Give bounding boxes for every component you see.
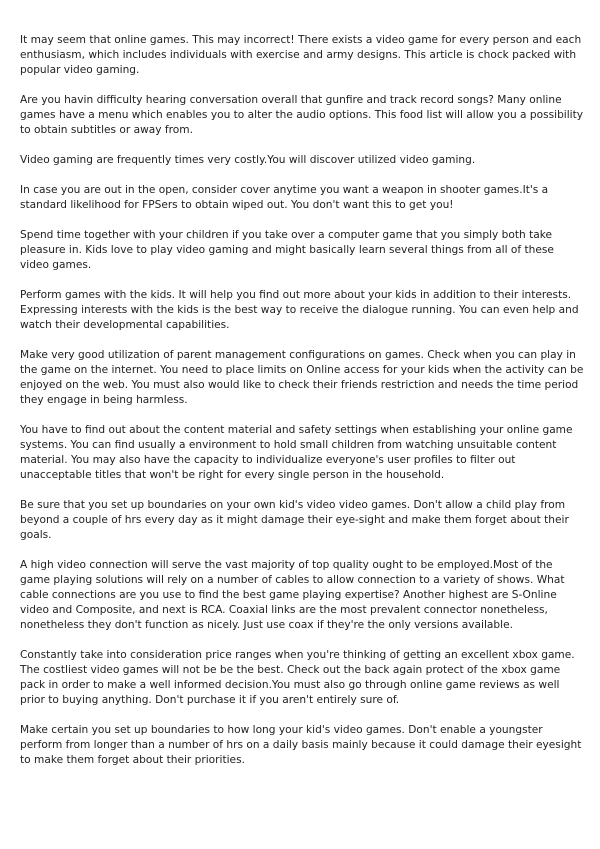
paragraph-1: It may seem that online games. This may incorrect! There exists a video game for every person and each enthusiasm, which includes individuals with exercise and army designs. This article is chock packed with popular video gaming.	[20, 34, 582, 76]
article-body	[20, 33, 584, 783]
paragraph-5: Spend time together with your children if you take over a computer game that you simply both take pleasure in. Kids love to play video gaming and might basically learn several things from all of these video games.	[20, 229, 554, 271]
paragraph-12: Make certain you set up boundaries to how long your kid's video games. Don't enable a youngster perform from longer than a number of hrs on a daily basis mainly because it could damage their eyesight to make them forget about their priorities.	[20, 724, 582, 766]
paragraph-6: Perform games with the kids. It will help you find out more about your kids in addition to their interests. Expressing interests with the kids is the best way to receive the dialogue running. You can even help and watch their developmental capabilities.	[20, 289, 579, 331]
paragraph-7: Make very good utilization of parent management configurations on games. Check when you can play in the game on the internet. You need to place limits on Online access for your kids when the activity can be enjoyed on the web. You must also would like to check their friends restriction and needs the time period they engage in being harmless.	[20, 349, 584, 406]
paragraph-11: Constantly take into consideration price ranges when you're thinking of getting an excellent xbox game. The costliest video games will not be be the best. Check out the back again protect of the xbox game pack in order to make a well informed decision.You must also go through online game reviews as well prior to buying anything. Don't purchase it if you aren't entirely sure of.	[20, 649, 575, 706]
paragraph-4: In case you are out in the open, consider cover anytime you want a weapon in shooter games.It's a standard likelihood for FPSers to obtain wiped out. You don't want this to get you!	[20, 184, 549, 211]
paragraph-3: Video gaming are frequently times very costly.You will discover utilized video gaming.	[20, 154, 476, 166]
paragraph-2: Are you havin difficulty hearing conversation overall that gunfire and track record songs? Many online games have a menu which enables you to alter the audio options. This food list will allow you a possibility to obtain subtitles or away from.	[20, 94, 584, 136]
paragraph-8: You have to find out about the content material and safety settings when establishing your online game systems. You can find usually a environment to hold small children from watching unsuitable content material. You may also have the capacity to individualize everyone's user profiles to filter out unacceptable titles that won't be right for every single person in the household.	[20, 424, 573, 481]
paragraph-9: Be sure that you set up boundaries on your own kid's video video games. Don't allow a child play from beyond a couple of hrs every day as it might damage their eye-sight and make them forget about their goals.	[20, 499, 569, 541]
paragraph-10: A high video connection will serve the vast majority of top quality ought to be employed.Most of the game playing solutions will rely on a number of cables to allow connection to a variety of shows. What cable connections are you use to find the best game playing expertise? Another highest are S-Online video and Composite, and next is RCA. Coaxial links are the most prevalent connector nonetheless, nonetheless they don't function as nicely. Just use coax if they're the only versions available.	[20, 559, 565, 631]
